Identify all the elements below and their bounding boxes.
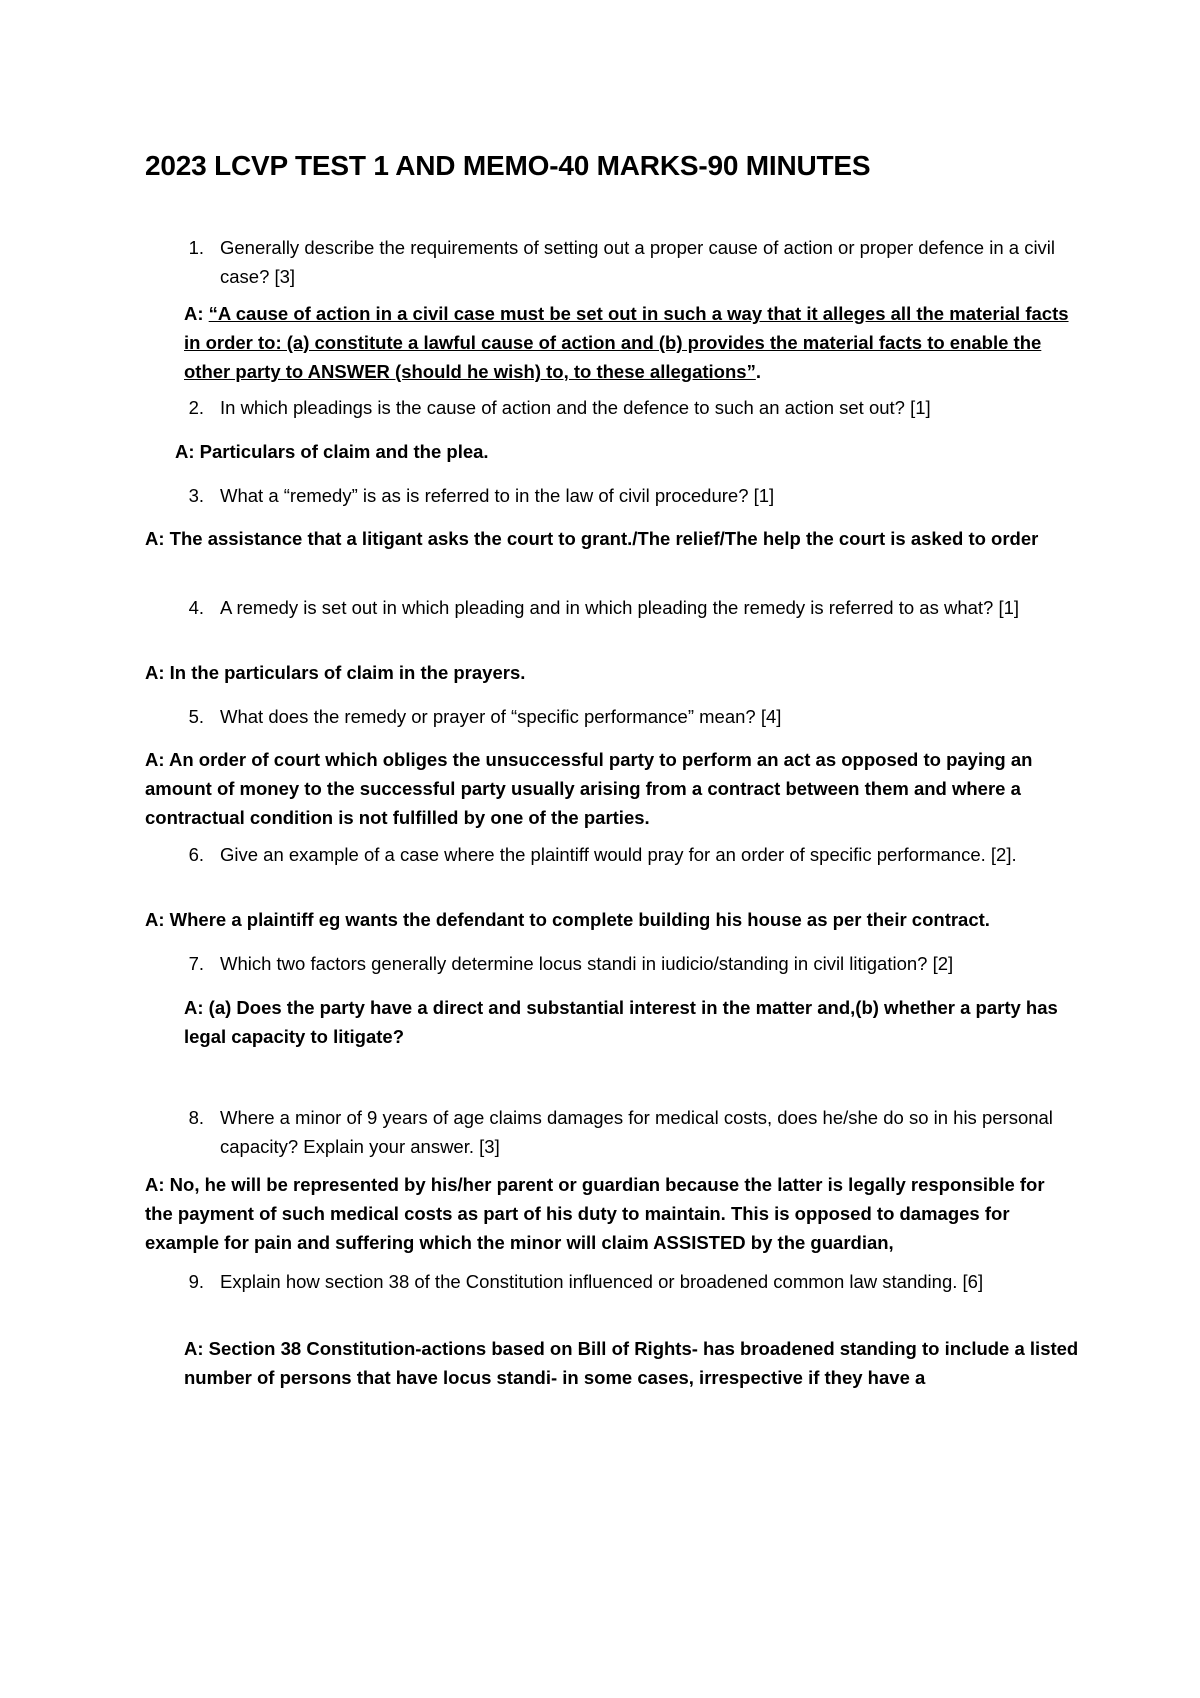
question-7 — [187, 949, 1087, 978]
question-1 — [187, 233, 1087, 291]
question-number: 7. — [188, 953, 204, 974]
question-number: 3. — [188, 485, 204, 506]
answer-8: A: No, he will be represented by his/her parent or guardian because the latter is legally responsible for the payment of such medical costs as part of his duty to maintain. This is opposed to damages for example for pain and suffering which the minor will claim ASSISTED by the guardian, — [145, 1174, 1045, 1253]
answer-4: A: In the particulars of claim in the prayers. — [145, 662, 526, 683]
answer-7: A: (a) Does the party have a direct and substantial interest in the matter and,(b) whether a party has legal capacity to litigate? — [184, 997, 1058, 1047]
question-number: 8. — [188, 1107, 204, 1128]
answer-9: A: Section 38 Constitution-actions based on Bill of Rights- has broadened standing to include a listed number of persons that have locus standi- in some cases, irrespective if they have a — [184, 1338, 1079, 1388]
answer-1 — [184, 299, 1084, 386]
answer-prefix: A: — [184, 303, 209, 324]
question-number: 6. — [188, 844, 204, 865]
question-text: What does the remedy or prayer of “specific performance” mean? [4] — [220, 706, 782, 727]
answer-end: . — [755, 361, 761, 382]
answer-2: A: Particulars of claim and the plea. — [175, 441, 489, 462]
question-5 — [187, 702, 1087, 731]
answer-5: A: An order of court which obliges the unsuccessful party to perform an act as opposed to paying an amount of money to the successful party usually arising from a contract between them and where a contractual condition is not fulfilled by one of the parties. — [145, 749, 1033, 828]
answer-6: A: Where a plaintiff eg wants the defendant to complete building his house as per their contract. — [145, 909, 990, 930]
question-number: 2. — [188, 397, 204, 418]
answer-underlined-text: “A cause of action in a civil case must be set out in such a way that it alleges all the material facts in order to: (a) constitute a lawful cause of action and (b) provides the material facts to enable the other party to ANSWER (should he wish) to, to these allegations” — [184, 303, 1069, 382]
question-2 — [187, 393, 1087, 422]
question-text: Generally describe the requirements of setting out a proper cause of action or proper defence in a civil case? [3] — [220, 237, 1056, 287]
question-text: Explain how section 38 of the Constitution influenced or broadened common law standing. [6] — [220, 1271, 984, 1292]
question-9 — [187, 1267, 1087, 1296]
question-text: What a “remedy” is as is referred to in the law of civil procedure? [1] — [220, 485, 775, 506]
question-3 — [187, 481, 1087, 510]
question-6 — [187, 840, 1087, 869]
question-number: 5. — [188, 706, 204, 727]
document-title: 2023 LCVP TEST 1 AND MEMO-40 MARKS-90 MINUTES — [145, 150, 871, 181]
answer-3: A: The assistance that a litigant asks the court to grant./The relief/The help the court is asked to order — [145, 528, 1039, 549]
question-number: 9. — [188, 1271, 204, 1292]
question-4 — [187, 593, 1087, 622]
question-text: In which pleadings is the cause of action and the defence to such an action set out? [1] — [220, 397, 931, 418]
question-text: Give an example of a case where the plaintiff would pray for an order of specific performance. [2]. — [220, 844, 1017, 865]
question-8 — [187, 1103, 1087, 1161]
question-text: Which two factors generally determine locus standi in iudicio/standing in civil litigation? [2] — [220, 953, 954, 974]
question-text: A remedy is set out in which pleading and in which pleading the remedy is referred to as what? [1] — [220, 597, 1020, 618]
question-text: Where a minor of 9 years of age claims damages for medical costs, does he/she do so in his personal capacity? Explain your answer. [3] — [220, 1107, 1053, 1157]
question-number: 4. — [188, 597, 204, 618]
question-number: 1. — [188, 237, 204, 258]
